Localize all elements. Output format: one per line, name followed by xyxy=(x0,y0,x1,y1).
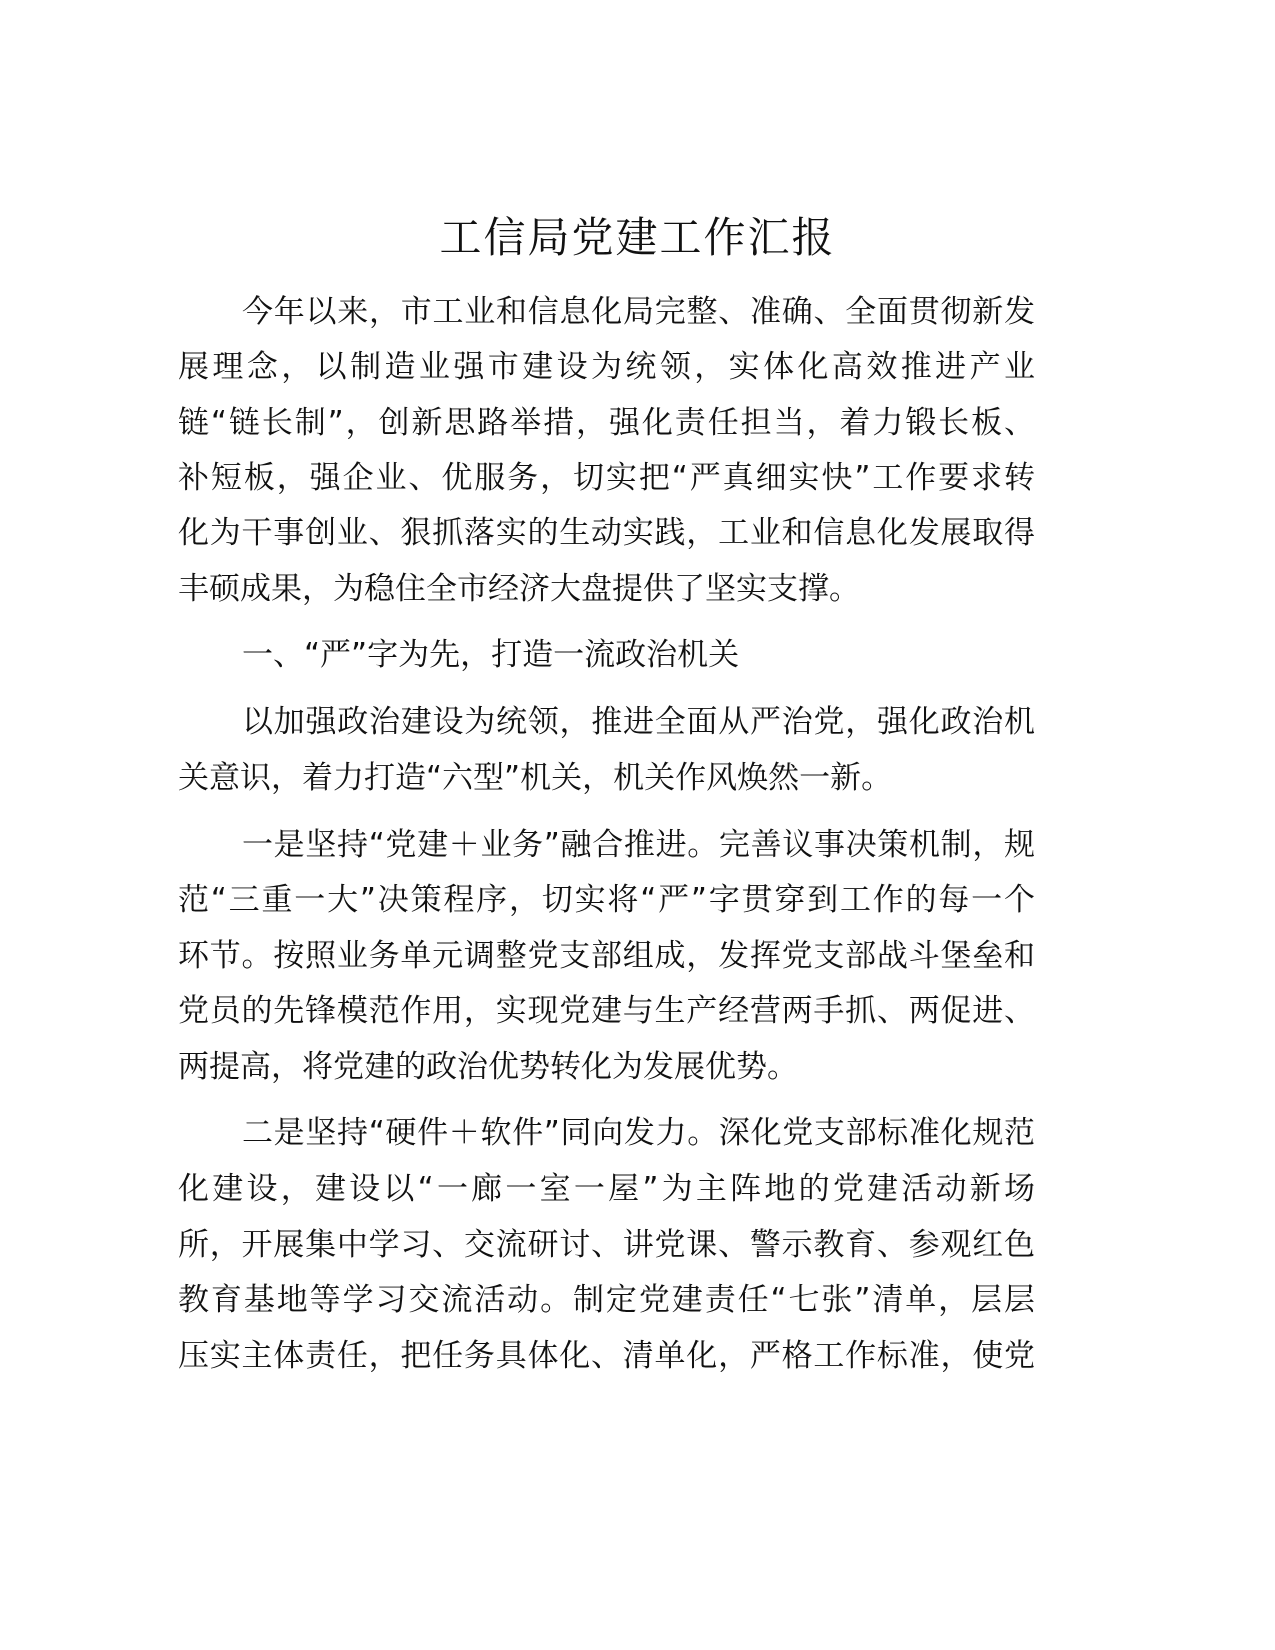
text-line: 链“链长制”，创新思路举措，强化责任担当，着力锻长板、 xyxy=(178,405,1035,441)
text-line: 两提高，将党建的政治优势转化为发展优势。 xyxy=(178,1049,798,1085)
text-line: 展理念，以制造业强市建设为统领，实体化高效推进产业 xyxy=(178,349,1035,385)
text-line: 教育基地等学习交流活动。制定党建责任“七张”清单，层层 xyxy=(178,1282,1035,1318)
text-line: 今年以来，市工业和信息化局完整、准确、全面贯彻新发 xyxy=(242,294,1035,330)
text-line: 范“三重一大”决策程序，切实将“严”字贯穿到工作的每一个 xyxy=(178,882,1035,918)
text-line: 关意识，着力打造“六型”机关，机关作风焕然一新。 xyxy=(178,760,893,796)
text-line: 化建设，建设以“一廊一室一屋”为主阵地的党建活动新场 xyxy=(178,1171,1035,1207)
text-line: 化为干事创业、狠抓落实的生动实践，工业和信息化发展取得 xyxy=(178,515,1035,551)
text-line: 以加强政治建设为统领，推进全面从严治党，强化政治机 xyxy=(242,704,1035,740)
text-line: 丰硕成果，为稳住全市经济大盘提供了坚实支撑。 xyxy=(178,571,860,607)
text-line: 一是坚持“党建＋业务”融合推进。完善议事决策机制，规 xyxy=(242,827,1035,863)
text-line: 一、“严”字为先，打造一流政治机关 xyxy=(242,637,740,673)
text-line: 压实主体责任，把任务具体化、清单化，严格工作标准，使党 xyxy=(178,1338,1035,1374)
text-line: 补短板，强企业、优服务，切实把“严真细实快”工作要求转 xyxy=(178,460,1035,496)
text-line: 二是坚持“硬件＋软件”同向发力。深化党支部标准化规范 xyxy=(242,1115,1035,1151)
text-line: 环节。按照业务单元调整党支部组成，发挥党支部战斗堡垒和 xyxy=(178,938,1035,974)
text-line: 党员的先锋模范作用，实现党建与生产经营两手抓、两促进、 xyxy=(178,993,1035,1029)
text-line: 所，开展集中学习、交流研讨、讲党课、警示教育、参观红色 xyxy=(178,1227,1035,1263)
document-title: 工信局党建工作汇报 xyxy=(439,213,836,262)
